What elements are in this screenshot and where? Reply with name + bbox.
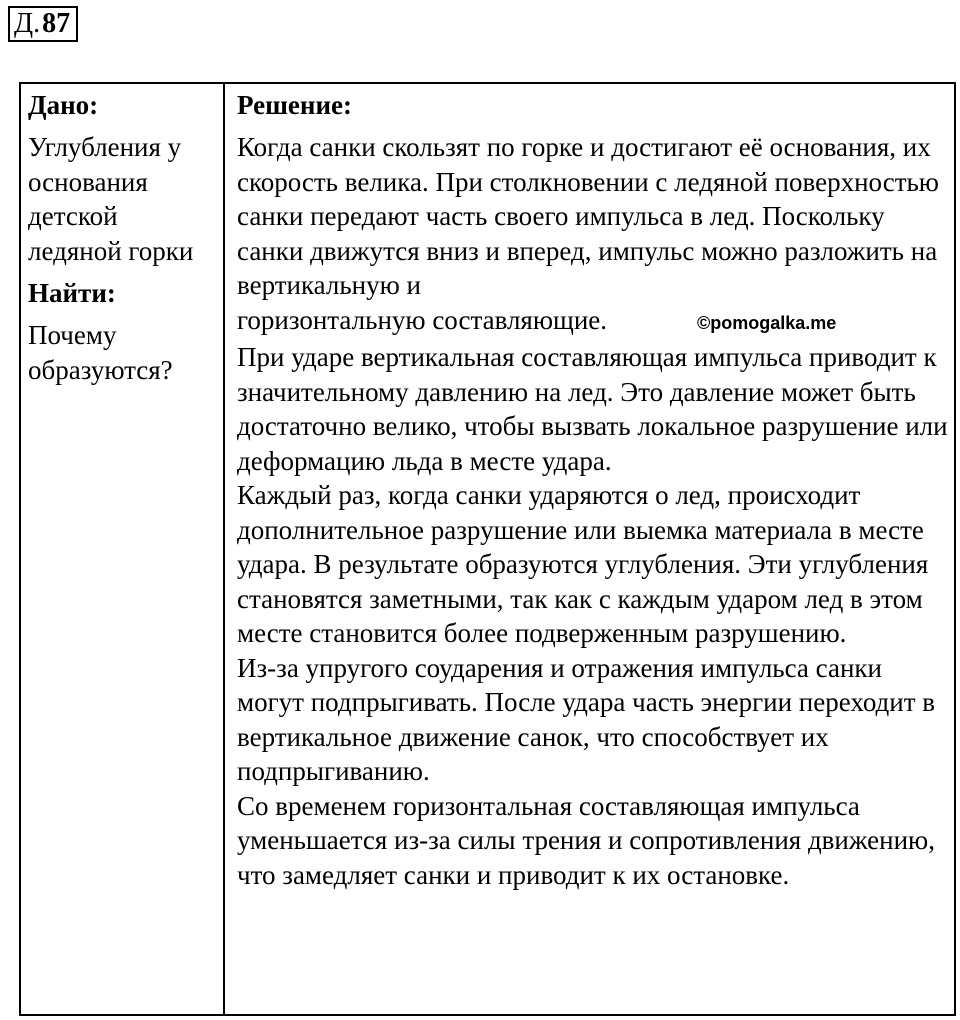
solution-paragraph-5: Со временем горизонтальная составляющая импульса уменьшается из-за силы трения и сопротивления движению, что замедляет санки и приводит к их остановке.: [237, 790, 935, 890]
solution-paragraph-3: Каждый раз, когда санки ударяются о лед, происходит дополнительное разрушение или выемка материала в месте удара. В результате образуются углубления. Эти углубления становятся заметными, так как с каждым ударом лед в этом месте становится более подверженным разрушению.: [237, 480, 929, 648]
solution-paragraph-1-last-line: [237, 303, 948, 341]
solution-column: [225, 84, 954, 1014]
find-text: Почему образуются?: [28, 320, 173, 385]
given-column: [21, 84, 225, 1014]
solution-paragraph-1-end: горизонтальную составляющие.: [237, 304, 607, 335]
find-heading: Найти:: [28, 278, 116, 308]
exercise-number: 87: [42, 8, 71, 39]
watermark: ©pomogalka.me: [697, 312, 837, 333]
solution-body: [237, 130, 948, 892]
exercise-prefix: Д.: [14, 8, 41, 39]
solution-paragraph-4: Из-за упругого соударения и отражения импульса санки могут подпрыгивать. После удара часть энергии переходит в вертикальное движение санок, что способствует их подпрыгиванию.: [237, 652, 936, 786]
solution-paragraph-1: Когда санки скользят по горке и достигают её основания, их скорость велика. При столкновении с ледяной поверхностью санки передают часть своего импульса в лед. Поскольку санки движутся вниз и вперед, импульс можно разложить на вертикальную и: [237, 132, 939, 300]
exercise-label: [8, 6, 78, 42]
given-text: Углубления у основания детской ледяной горки: [28, 132, 194, 266]
solution-table: [19, 82, 956, 1016]
given-heading: Дано:: [28, 90, 99, 120]
solution-heading: Решение:: [237, 90, 352, 120]
solution-paragraph-2: При ударе вертикальная составляющая импульса приводит к значительному давлению на лед. Это давление может быть достаточно велико, чтобы вызвать локальное разрушение или деформацию льда в месте удара.: [237, 342, 948, 476]
